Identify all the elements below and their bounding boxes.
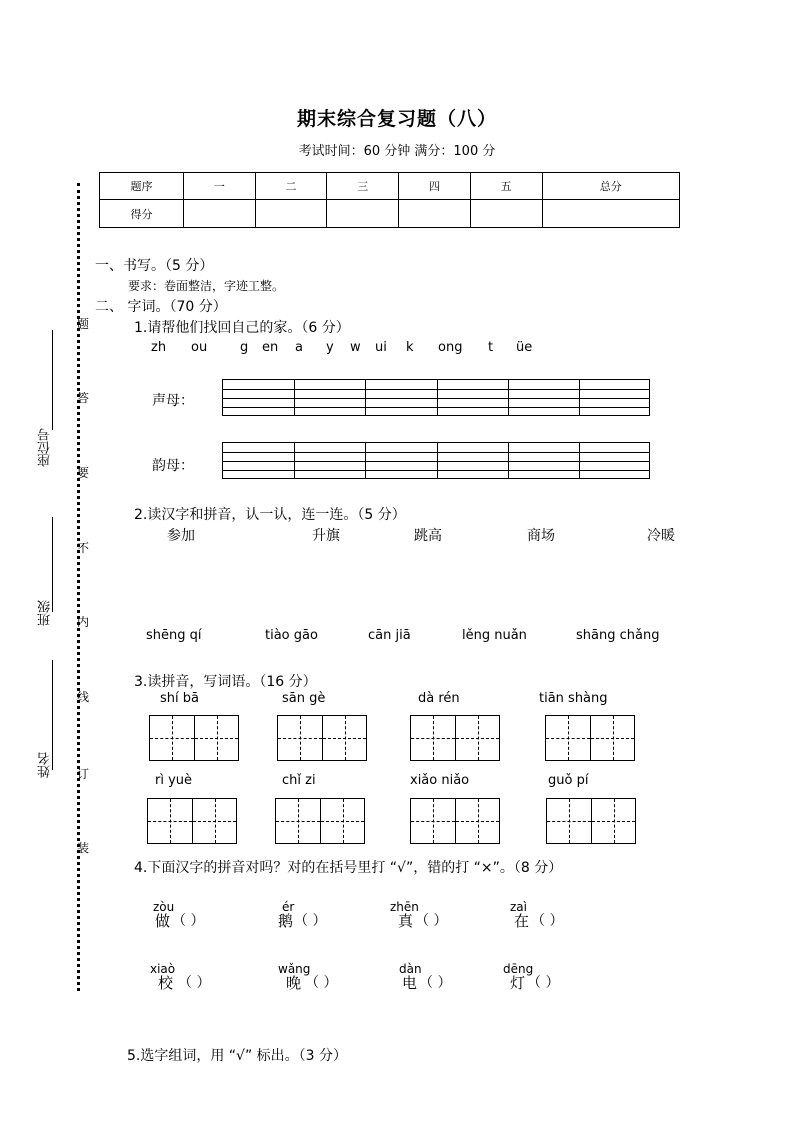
pinyin-item: üe [516, 340, 533, 355]
section1-requirement: 要求：卷面整洁，字迹工整。 [128, 279, 285, 293]
shengmu-writing-grid[interactable] [222, 379, 650, 416]
binding-char: 不 [77, 541, 90, 555]
score-cell[interactable] [542, 200, 679, 228]
binding-char: 题 [77, 317, 90, 331]
name-label: 姓名 [38, 752, 53, 778]
score-header-cell: 四 [399, 173, 471, 200]
tianzige-box[interactable] [410, 715, 500, 761]
q2-word[interactable]: 升旗 [312, 528, 340, 544]
q4-character: 在 [514, 912, 530, 930]
q2-text: 2.读汉字和拼音，认一认，连一连。（5 分） [134, 507, 406, 523]
tianzige-box[interactable] [149, 715, 239, 761]
q4-pinyin: dàn [399, 962, 422, 976]
q4-pinyin: dēng [503, 962, 534, 976]
q4-character: 鹅 [278, 912, 294, 930]
score-cell[interactable] [255, 200, 327, 228]
tianzige-box[interactable] [277, 715, 367, 761]
q5-text: 5.选字组词，用 “√” 标出。（3 分） [127, 1048, 348, 1064]
q4-character: 真 [398, 912, 414, 930]
q2-word[interactable]: 跳高 [414, 528, 442, 544]
q4-character: 晚 [286, 974, 302, 992]
binding-char: 内 [77, 615, 90, 629]
q4-character: 做 [155, 912, 171, 930]
q2-word[interactable]: 冷暖 [647, 528, 675, 544]
q4-pinyin: zaì [510, 900, 527, 914]
section2-heading: 二、 字词。（70 分） [95, 299, 227, 315]
section1-heading: 一、书写。（5 分） [95, 258, 214, 274]
pinyin-item: t [488, 340, 494, 355]
q4-text: 4.下面汉字的拼音对吗？对的在括号里打 “√”，错的打 “×”。（8 分） [134, 860, 563, 876]
q3-pinyin: shí bā [160, 691, 199, 706]
pinyin-item: k [406, 340, 414, 355]
score-header-cell: 三 [327, 173, 399, 200]
tianzige-box[interactable] [275, 798, 365, 844]
class-line[interactable] [52, 517, 53, 612]
q4-pinyin: wǎng [278, 962, 311, 976]
seat-number-line[interactable] [52, 330, 53, 430]
shengmu-label: 声母： [152, 393, 194, 409]
q3-text: 3.读拼音，写词语。（16 分） [134, 674, 317, 690]
score-table-score-row [100, 200, 680, 228]
q4-bracket[interactable]: （ ） [305, 975, 338, 991]
seat-number-label: 座位号 [38, 428, 53, 467]
score-header-cell: 题序 [100, 173, 184, 200]
yunmu-label: 韵母： [152, 458, 194, 474]
pinyin-item: a [295, 340, 303, 355]
binding-char: 装 [77, 841, 90, 855]
q4-character: 灯 [510, 974, 526, 992]
q2-word[interactable]: 商场 [527, 528, 555, 544]
q4-bracket[interactable]: （ ） [415, 913, 448, 929]
binding-char: 线 [77, 690, 90, 704]
q4-pinyin: zòu [153, 900, 175, 914]
q2-word[interactable]: 参加 [167, 528, 195, 544]
pinyin-item: ou [191, 340, 208, 355]
score-table [99, 172, 680, 228]
page-title: 期末综合复习题（八） [296, 108, 497, 130]
q2-pinyin[interactable]: shēng qí [146, 628, 202, 643]
tianzige-box[interactable] [410, 798, 500, 844]
score-row-label: 得分 [100, 200, 184, 228]
q4-bracket[interactable]: （ ） [531, 913, 564, 929]
q4-bracket[interactable]: （ ） [178, 975, 211, 991]
class-label: 班级 [38, 600, 53, 626]
q4-character: 电 [402, 974, 418, 992]
q3-pinyin: xiǎo niǎo [410, 773, 470, 788]
binding-dotted-line [77, 183, 80, 991]
q3-pinyin: dà rén [418, 691, 460, 706]
q1-text: 1.请帮他们找回自己的家。（6 分） [134, 320, 350, 336]
pinyin-item: w [350, 340, 361, 355]
q4-pinyin: ér [282, 900, 295, 914]
q4-character: 校 [158, 974, 174, 992]
score-cell[interactable] [184, 200, 256, 228]
q2-pinyin[interactable]: cān jiā [368, 628, 411, 643]
q3-pinyin: rì yuè [155, 773, 193, 788]
q2-pinyin[interactable]: tiào gāo [265, 628, 318, 643]
q2-pinyin[interactable]: shāng chǎng [576, 628, 660, 643]
q2-pinyin[interactable]: lěng nuǎn [462, 628, 527, 643]
score-cell[interactable] [327, 200, 399, 228]
binding-char: 订 [77, 767, 90, 781]
yunmu-writing-grid[interactable] [222, 442, 650, 479]
pinyin-item: en [262, 340, 279, 355]
exam-info: 考试时间：60 分钟 满分：100 分 [298, 144, 496, 159]
tianzige-box[interactable] [546, 798, 636, 844]
q4-bracket[interactable]: （ ） [172, 913, 205, 929]
score-cell[interactable] [399, 200, 471, 228]
binding-char: 答 [77, 391, 90, 405]
score-cell[interactable] [470, 200, 542, 228]
pinyin-item: g [240, 340, 249, 355]
tianzige-box[interactable] [545, 715, 635, 761]
q3-pinyin: guǒ pí [548, 773, 589, 788]
q4-bracket[interactable]: （ ） [419, 975, 452, 991]
q3-pinyin: tiān shàng [539, 691, 608, 706]
pinyin-item: y [326, 340, 334, 355]
tianzige-box[interactable] [147, 798, 237, 844]
pinyin-item: ong [438, 340, 463, 355]
q3-pinyin: chǐ zi [282, 773, 316, 788]
q4-bracket[interactable]: （ ） [294, 913, 327, 929]
binding-char: 要 [77, 466, 90, 480]
q3-pinyin: sān gè [282, 691, 326, 706]
q4-bracket[interactable]: （ ） [527, 975, 560, 991]
q4-pinyin: xiaò [150, 962, 176, 976]
q4-pinyin: zhēn [390, 900, 419, 914]
score-header-cell: 一 [184, 173, 256, 200]
score-header-cell: 总分 [542, 173, 679, 200]
score-table-header-row [100, 173, 680, 200]
score-header-cell: 二 [255, 173, 327, 200]
pinyin-item: ui [375, 340, 387, 355]
score-header-cell: 五 [470, 173, 542, 200]
pinyin-item: zh [151, 340, 167, 355]
